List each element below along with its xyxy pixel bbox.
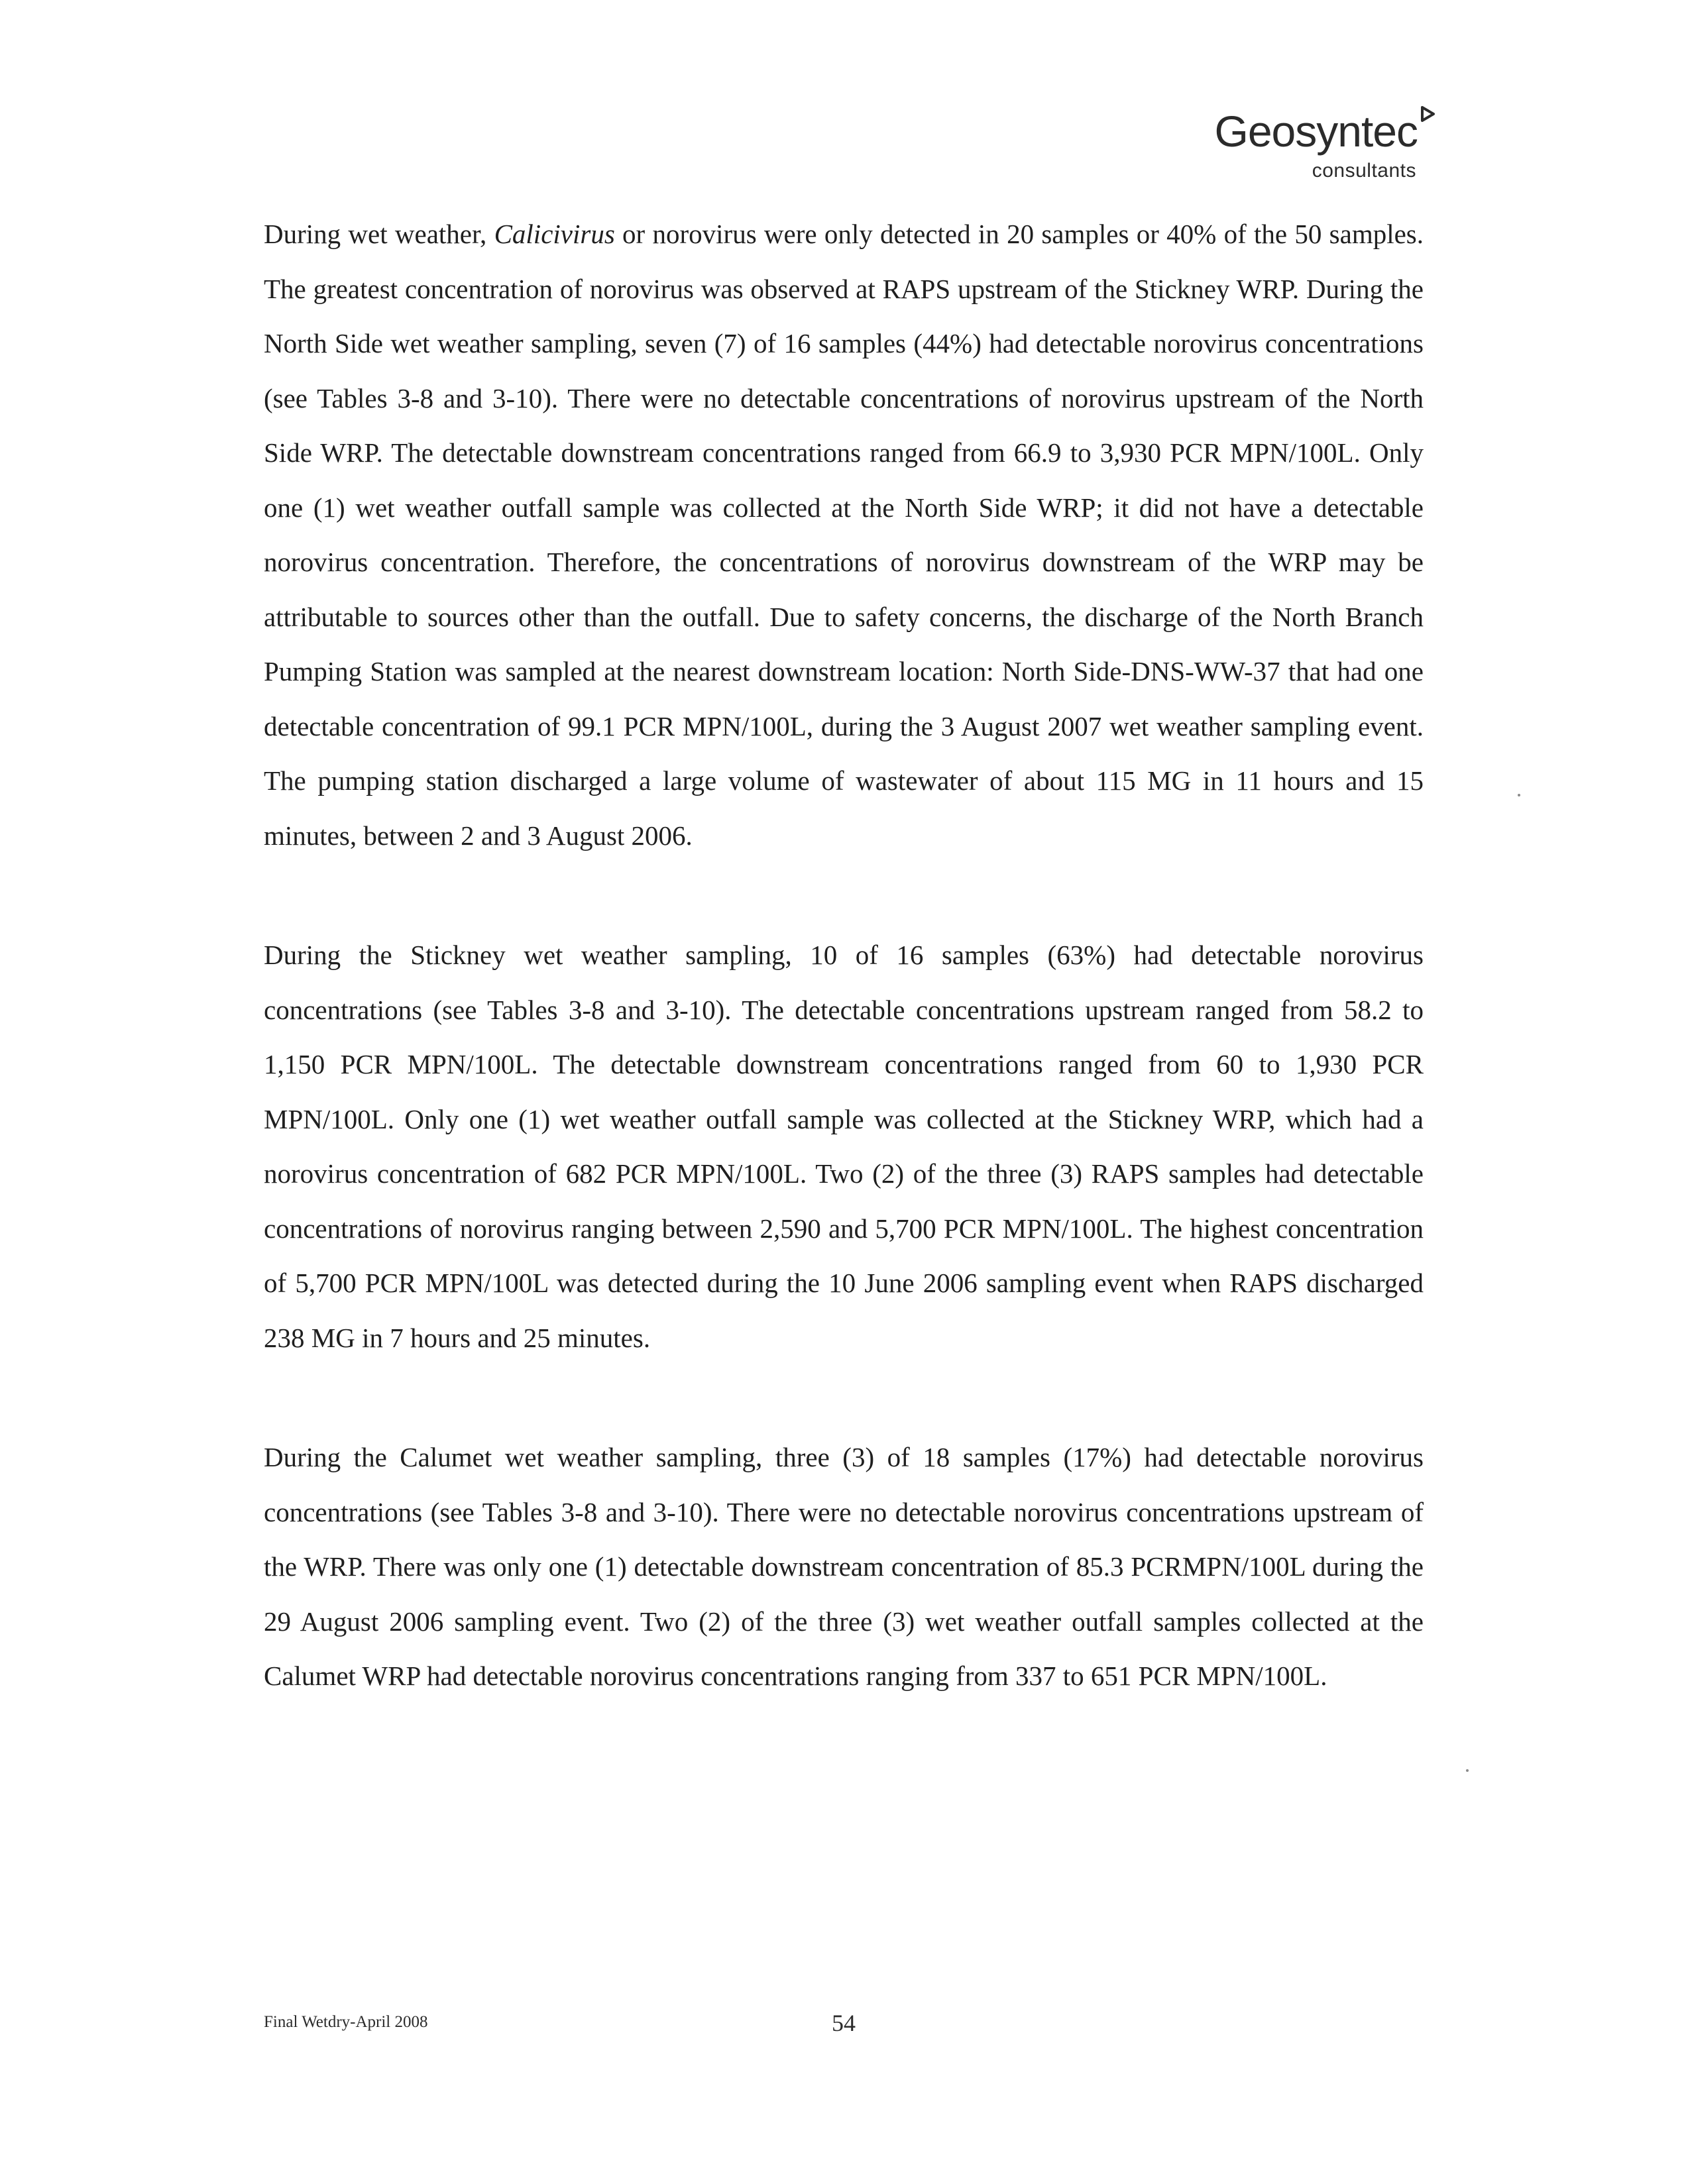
italic-term: Calicivirus (494, 219, 615, 249)
logo-triangle-icon (1419, 105, 1436, 123)
paragraph-stickney: During the Stickney wet weather sampling, 10 of 16 samples (63%) had detectable norovirus concentrations (see Tables 3-8 and 3-10). The detectable concentrations upstream ranged from 58.2 to 1,150 PCR MPN/100L. The detectable downstream concentrations ranged from 60 to 1,930 PCR MPN/100L. Only one (1) wet weather outfall sample was collected at the Stickney WRP, which had a norovirus concentration of 682 PCR MPN/100L. Two (2) of the three (3) RAPS samples had detectable concentrations of norovirus ranging between 2,590 and 5,700 PCR MPN/100L. The highest concentration of 5,700 PCR MPN/100L was detected during the 10 June 2006 sampling event when RAPS discharged 238 MG in 7 hours and 25 minutes. (264, 940, 1424, 1353)
footer-document-id: Final Wetdry-April 2008 (264, 2013, 428, 2031)
logo-name: Geosyntec (1214, 107, 1418, 156)
paragraph-north-side (264, 207, 1424, 863)
document-body (264, 207, 1424, 1769)
logo-subtitle: consultants (1312, 160, 1416, 182)
company-logo (1215, 109, 1437, 182)
paragraph-calumet: During the Calumet wet weather sampling, three (3) of 18 samples (17%) had detectable norovirus concentrations (see Tables 3-8 and 3-10). There were no detectable norovirus concentrations upstream of the WRP. There was only one (1) detectable downstream concentration of 85.3 PCRMPN/100L during the 29 August 2006 sampling event. Two (2) of the three (3) wet weather outfall samples collected at the Calumet WRP had detectable norovirus concentrations ranging from 337 to 651 PCR MPN/100L. (264, 1442, 1424, 1691)
scan-speck (1466, 1769, 1469, 1772)
paragraph-text: During wet weather, (264, 219, 494, 249)
scan-speck (1518, 794, 1520, 796)
footer-page-number: 54 (832, 2010, 856, 2036)
paragraph-text: or norovirus were only detected in 20 samples or 40% of the 50 samples. The greatest concentration of norovirus was observed at RAPS upstream of the Stickney WRP. During the North Side wet weather sampling, seven (7) of 16 samples (44%) had detectable norovirus concentrations (see Tables 3-8 and 3-10). There were no detectable concentrations of norovirus upstream of the North Side WRP. The detectable downstream concentrations ranged from 66.9 to 3,930 PCR MPN/100L. Only one (1) wet weather outfall sample was collected at the North Side WRP; it did not have a detectable norovirus concentration. Therefore, the concentrations of norovirus downstream of the WRP may be attributable to sources other than the outfall. Due to safety concerns, the discharge of the North Branch Pumping Station was sampled at the nearest downstream location: North Side-DNS-WW-37 that had one detectable concentration of 99.1 PCR MPN/100L, during the 3 August 2007 wet weather sampling event. The pumping station discharged a large volume of wastewater of about 115 MG in 11 hours and 15 minutes, between 2 and 3 August 2006. (264, 219, 1424, 851)
